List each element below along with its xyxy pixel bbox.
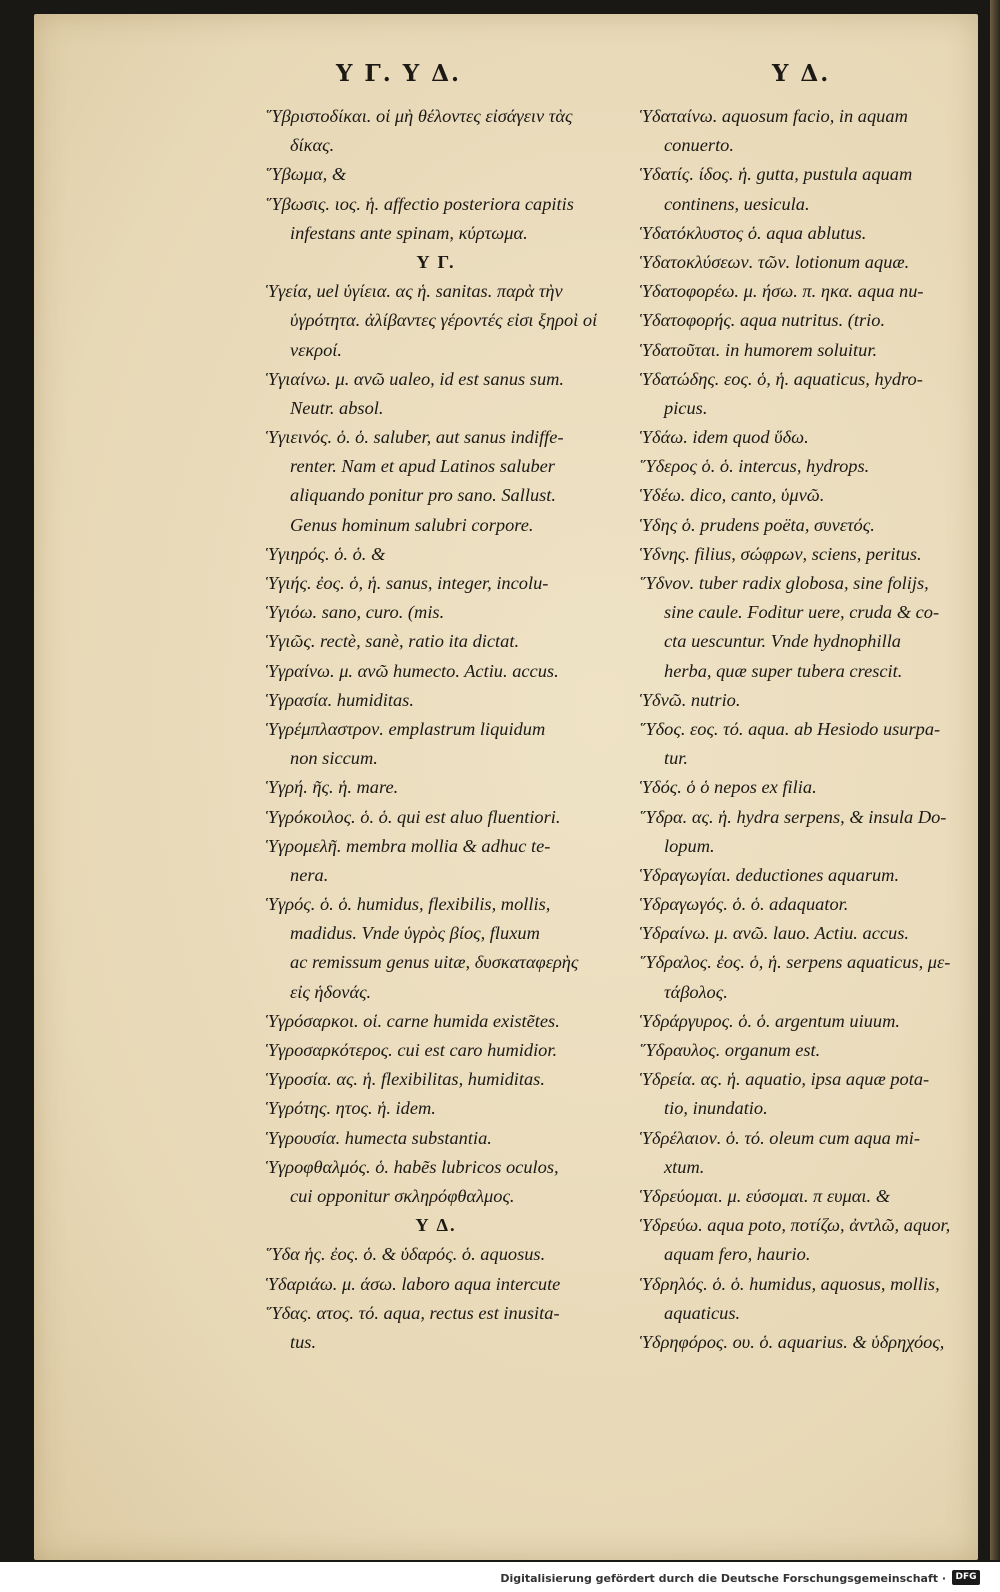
entry-line: Ὑδρέλαιον. ὁ. τό. oleum cum aqua mi- [640,1127,920,1148]
entry-line: Ὕβωσις. ιος. ἡ. affectio posteriora capitis [266,193,574,214]
entry-line: tio, inundatio. [664,1098,768,1119]
entry-line: aquam fero, haurio. [664,1244,811,1265]
entry-line: Ὑγιόω. sano, curo. (mis. [266,602,445,623]
entry-line: Ὑγραίνω. μ. ανῶ humecto. Actiu. accus. [266,660,559,681]
entry-line: Ὑγρότης. ητος. ἡ. idem. [266,1098,436,1119]
entry-line: cui opponitur σκληρόφθαλμος. [290,1185,515,1206]
entry-line: Ὑγιηρός. ὁ. ὁ. & [266,543,386,564]
entry-line: continens, uesicula. [664,193,810,214]
entry-line: Ὕβωμα, & [266,164,347,185]
entry-line: aquaticus. [664,1302,741,1323]
entry-line: madidus. Vnde ὑγρὸς βίος, fluxum [290,923,540,944]
entry-line: Ὑδαριάω. μ. άσω. laboro aqua intercute [266,1273,561,1294]
entry-line: Ὑδατοφορής. aqua nutritus. (trio. [640,310,886,331]
entry-line: ac remissum genus uitæ, δυσκαταφερὴς [290,952,579,973]
entry-line: Ὑδράργυρος. ὁ. ὁ. argentum uiuum. [640,1010,901,1031]
entry-line: Ὑδατοφορέω. μ. ήσω. π. ηκα. aqua nu- [640,281,924,302]
footer-bar [0,1562,1000,1592]
entry-line: Ὕδας. ατος. τό. aqua, rectus est inusita- [266,1302,560,1323]
entry-line: cta uescuntur. Vnde hydnophilla [664,631,901,652]
entry-line: Ὕδα ἡς. ἐος. ὁ. & ὑδαρός. ὁ. aquosus. [266,1244,546,1265]
entry-line: lopum. [664,835,715,856]
entry-line: νεκροί. [290,339,342,360]
entry-line: Ὑδατώδης. εος. ὁ, ἡ. aquaticus, hydro- [640,368,923,389]
entry-line: Ὑδνης. filius, σώφρων, sciens, peritus. [640,543,922,564]
entry-line: Ὑγεία, uel ὑγίεια. ας ἡ. sanitas. παρὰ τὴν [266,281,563,302]
entry-line: Ὑγροφθαλμός. ὁ. habẽs lubricos oculos, [266,1156,559,1177]
entry-line: Ὑδατοκλύσεων. τῶν. lotionum aquæ. [640,251,910,272]
entry-line: tus. [290,1331,317,1352]
entry-line: Ὑγιαίνω. μ. ανῶ ualeo, id est sanus sum. [266,368,565,389]
entry-line: Ὑγιής. ἐος. ὁ, ἡ. sanus, integer, incolu- [266,573,549,593]
entry-line: Ὕδερος ὁ. ὁ. intercus, hydrops. [640,456,870,477]
entry-line: non siccum. [290,748,378,769]
entry-line: Ὕδραλος. ἐος. ὁ, ἡ. serpens aquaticus, με- [640,952,951,973]
entry-line: δίκας. [290,135,335,156]
section-heading: Y Δ. [415,1215,457,1236]
entry-line: Ὑδραίνω. μ. ανῶ. lauo. Actiu. accus. [640,923,909,944]
entry-line: renter. Nam et apud Latinos saluber [290,456,555,477]
entry-line: Ὑγρή. ῆς. ἡ. mare. [266,777,399,798]
entry-line: Ὑγροσία. ας. ἡ. flexibilitas, humiditas. [266,1069,545,1090]
entry-line: Ὕδνον. tuber radix globosa, sine folijs, [640,573,929,593]
entry-line: nera. [290,864,329,885]
entry-line: Genus hominum salubri corpore. [290,514,534,535]
entry-line: τάβολος. [664,981,728,1002]
running-head-right: Y Δ. [772,60,831,87]
entry-line: Ὑδέω. dico, canto, ὑμνῶ. [640,485,825,506]
entry-line: Ὑδατοῦται. in humorem soluitur. [640,339,878,360]
dfg-logo: DFG [952,1570,980,1585]
footer-credit: Digitalisierung gefördert durch die Deutsche Forschungsgemeinschaft · [500,1572,946,1585]
entry-line: Ὑγρόσαρκοι. οἱ. carne humida existẽtes. [266,1010,560,1031]
entry-line: conuerto. [664,135,734,156]
entry-line: Ὑδρεύω. aqua poto, ποτίζω, ἀντλῶ, aquor, [640,1215,951,1236]
entry-line: Neutr. absol. [290,397,384,418]
entry-line: ὑγρότητα. ἀλίβαντες γέροντές εἰσι ξηροὶ οἱ [290,310,598,331]
section-heading: Y Γ. [416,251,456,272]
entry-line: Ὑδρεία. ας. ἡ. aquatio, ipsa aquæ pota- [640,1069,930,1090]
entry-line: Ὑδρηλός. ὁ. ὁ. humidus, aquosus, mollis, [640,1273,940,1294]
entry-line: Ὑδρηφόρος. ου. ὁ. aquarius. & ὑδρηχόος, [640,1331,945,1352]
entry-line: herba, quæ super tubera crescit. [664,660,903,681]
entry-line: Ὑγρουσία. humecta substantia. [266,1127,492,1148]
entry-line: Ὑδός. ὁ ὁ nepos ex filia. [640,777,817,798]
entry-line: Ὑδατίς. ίδος. ἡ. gutta, pustula aquam [640,164,913,185]
book-page [34,14,978,1560]
entry-line: Ὑδαταίνω. aquosum facio, in aquam [640,106,908,126]
entry-line: sine caule. Foditur uere, cruda & co- [664,602,940,623]
entry-line: xtum. [664,1156,705,1177]
entry-line: Ὕδρα. ας. ἡ. hydra serpens, & insula Do- [640,806,947,827]
entry-line: Ὑγρασία. humiditas. [266,689,414,710]
right-column [640,102,978,1357]
entry-line: Ὑδρεύομαι. μ. εύσομαι. π ευμαι. & [640,1185,891,1206]
entry-line: Ὕδραυλος. organum est. [640,1040,821,1060]
entry-line: picus. [664,397,708,418]
entry-line: infestans ante spinam, κύρτωμα. [290,222,528,243]
entry-line: Ὑδραγωγός. ὁ. ὁ. adaquator. [640,894,849,915]
entry-line: Ὑδάω. idem quod ὕδω. [640,427,809,448]
entry-line: aliquando ponitur pro sano. Sallust. [290,485,557,506]
running-head-left: Y Γ. Y Δ. [336,60,462,87]
entry-line: Ὑγιῶς. rectè, sanè, ratio ita dictat. [266,631,520,652]
entry-line: Ὑδραγωγίαι. deductiones aquarum. [640,864,900,885]
entry-line: Ὕδος. εος. τό. aqua. ab Hesiodo usurpa- [640,718,941,739]
entry-line: Ὑγροσαρκότερος. cui est caro humidior. [266,1040,558,1060]
entry-line: Ὑγρόκοιλος. ὁ. ὁ. qui est aluo fluentiori. [266,806,561,827]
entry-line: Ὑδης ὁ. prudens poëta, συνετός. [640,514,875,535]
entry-line: Ὑδατόκλυστος ὁ. aqua ablutus. [640,222,867,243]
entry-line: Ὑδνῶ. nutrio. [640,689,741,710]
entry-line: Ὑγρομελῆ. membra mollia & adhuc te- [266,835,551,856]
entry-line: εἰς ἡδονάς. [290,981,372,1002]
entry-line: Ὑγρέμπλαστρον. emplastrum liquidum [266,718,546,739]
book-spine-edge [990,0,1000,1560]
entry-line: tur. [664,748,689,769]
left-column [266,102,606,1357]
entry-line: Ὑγιεινός. ὁ. ὁ. saluber, aut sanus indiffe- [266,427,564,448]
entry-line: Ὕβριστοδίκαι. οἱ μὴ θέλοντες εἰσάγειν τὰς [266,106,573,126]
entry-line: Ὑγρός. ὁ. ὁ. humidus, flexibilis, mollis, [266,894,551,915]
